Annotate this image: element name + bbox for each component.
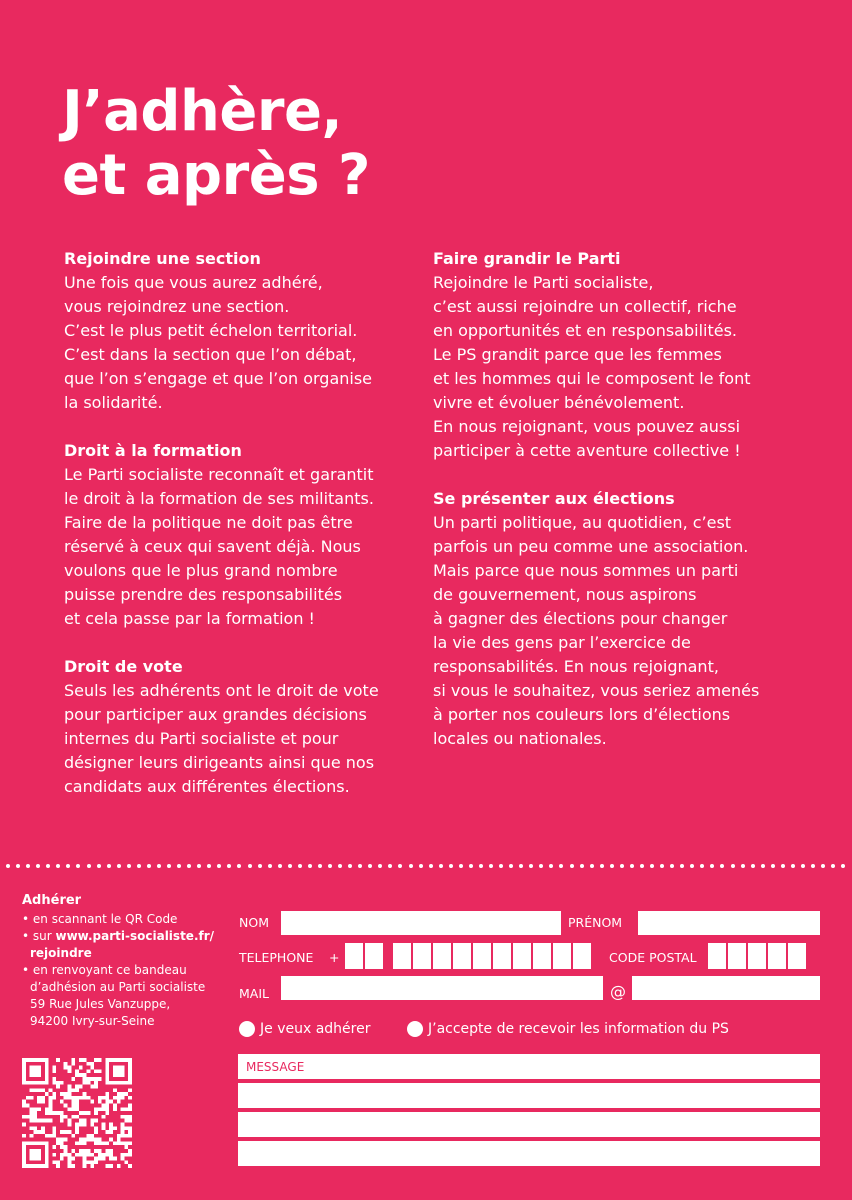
section-text-line: Rejoindre le Parti socialiste, <box>433 273 654 292</box>
qr-code-icon[interactable] <box>22 1058 132 1168</box>
section-text-line: désigner leurs dirigeants ainsi que nos <box>64 753 375 772</box>
separator-dot <box>600 864 604 868</box>
separator-dot <box>781 864 785 868</box>
separator-dot <box>509 864 513 868</box>
section-text-line: responsabilités. En nous rejoignant, <box>433 657 719 676</box>
separator-dot <box>821 864 825 868</box>
section-heading: Rejoindre une section <box>64 249 261 268</box>
separator-dot <box>16 864 20 868</box>
separator-dot <box>841 864 845 868</box>
separator-dot <box>227 864 231 868</box>
separator-dot <box>197 864 201 868</box>
left-column <box>64 247 424 823</box>
separator-dot <box>439 864 443 868</box>
section-text-line: réservé à ceux qui savent déjà. Nous <box>64 537 361 556</box>
separator-dot <box>791 864 795 868</box>
separator-dot <box>469 864 473 868</box>
separator-dot <box>680 864 684 868</box>
separator-dot <box>429 864 433 868</box>
digit-box[interactable] <box>513 943 531 969</box>
section-text-line: vous rejoindrez une section. <box>64 297 290 316</box>
section-text-line: participer à cette aventure collective ! <box>433 441 741 460</box>
digit-box[interactable] <box>393 943 411 969</box>
section-grandir <box>433 247 813 463</box>
separator-dot <box>388 864 392 868</box>
separator-dot <box>268 864 272 868</box>
section-text-line: C’est dans la section que l’on débat, <box>64 345 357 364</box>
dotted-separator <box>6 862 846 870</box>
separator-dot <box>66 864 70 868</box>
separator-dot <box>358 864 362 868</box>
digit-box[interactable] <box>553 943 571 969</box>
separator-dot <box>761 864 765 868</box>
separator-dot <box>76 864 80 868</box>
separator-dot <box>459 864 463 868</box>
section-text-line: En nous rejoignant, vous pouvez aussi <box>433 417 741 436</box>
separator-dot <box>499 864 503 868</box>
section-text-line: Une fois que vous aurez adhéré, <box>64 273 323 292</box>
digit-box[interactable] <box>473 943 491 969</box>
digit-box[interactable] <box>728 943 746 969</box>
info-radio[interactable] <box>407 1021 423 1037</box>
separator-dot <box>690 864 694 868</box>
section-text-line: le droit à la formation de ses militants. <box>64 489 374 508</box>
page-title <box>62 80 370 208</box>
separator-dot <box>217 864 221 868</box>
separator-dot <box>580 864 584 868</box>
join-qr-item: • en scannant le QR Code <box>22 912 178 926</box>
section-text-line: Le PS grandit parce que les femmes <box>433 345 722 364</box>
separator-dot <box>630 864 634 868</box>
separator-dot <box>348 864 352 868</box>
section-heading: Droit à la formation <box>64 441 242 460</box>
section-text-line: la vie des gens par l’exercice de <box>433 633 691 652</box>
section-text-line: vivre et évoluer bénévolement. <box>433 393 685 412</box>
separator-dot <box>378 864 382 868</box>
join-address-2: 94200 Ivry-sur-Seine <box>30 1014 155 1028</box>
separator-dot <box>36 864 40 868</box>
separator-dot <box>167 864 171 868</box>
section-text-line: que l’on s’engage et que l’on organise <box>64 369 373 388</box>
join-web-link-2[interactable]: rejoindre <box>30 946 92 960</box>
title-line-1: J’adhère, <box>62 79 343 144</box>
separator-dot <box>449 864 453 868</box>
separator-dot <box>751 864 755 868</box>
section-text-line: en opportunités et en responsabilités. <box>433 321 738 340</box>
separator-dot <box>539 864 543 868</box>
separator-dot <box>549 864 553 868</box>
join-info <box>22 892 232 1030</box>
adherer-radio-label: Je veux adhérer <box>260 1021 371 1037</box>
separator-dot <box>288 864 292 868</box>
mail-field[interactable] <box>281 976 603 1000</box>
separator-dot <box>87 864 91 868</box>
separator-dot <box>610 864 614 868</box>
digit-box[interactable] <box>748 943 766 969</box>
separator-dot <box>278 864 282 868</box>
section-text-line: parfois un peu comme une association. <box>433 537 749 556</box>
separator-dot <box>489 864 493 868</box>
separator-dot <box>670 864 674 868</box>
section-text-line: Faire de la politique ne doit pas être <box>64 513 353 532</box>
digit-box[interactable] <box>768 943 786 969</box>
code-postal-label: CODE POSTAL <box>609 950 697 965</box>
separator-dot <box>46 864 50 868</box>
separator-dot <box>147 864 151 868</box>
section-formation <box>64 439 424 631</box>
section-text-line: et les hommes qui le composent le font <box>433 369 751 388</box>
digit-box[interactable] <box>493 943 511 969</box>
at-sign: @ <box>610 982 626 1001</box>
section-text-line: voulons que le plus grand nombre <box>64 561 338 580</box>
separator-dot <box>117 864 121 868</box>
join-web-item <box>22 928 232 945</box>
telephone-label: TELEPHONE <box>239 950 314 965</box>
section-text-line: C’est le plus petit échelon territorial. <box>64 321 358 340</box>
join-heading: Adhérer <box>22 893 82 908</box>
separator-dot <box>318 864 322 868</box>
section-vote <box>64 655 424 799</box>
separator-dot <box>177 864 181 868</box>
digit-box[interactable] <box>453 943 471 969</box>
section-text-line: si vous le souhaitez, vous seriez amenés <box>433 681 760 700</box>
mail-label: MAIL <box>239 986 269 1001</box>
separator-dot <box>419 864 423 868</box>
message-field-row[interactable] <box>238 1054 820 1079</box>
section-text-line: internes du Parti socialiste et pour <box>64 729 339 748</box>
separator-dot <box>559 864 563 868</box>
message-label: MESSAGE <box>246 1060 305 1074</box>
join-web-prefix: • sur <box>22 929 56 943</box>
separator-dot <box>248 864 252 868</box>
separator-dot <box>801 864 805 868</box>
separator-dot <box>398 864 402 868</box>
join-mail-item: • en renvoyant ce bandeau <box>22 963 187 977</box>
separator-dot <box>338 864 342 868</box>
separator-dot <box>6 864 10 868</box>
separator-dot <box>207 864 211 868</box>
separator-dot <box>660 864 664 868</box>
message-field-row[interactable] <box>238 1083 820 1108</box>
separator-dot <box>157 864 161 868</box>
message-field-row[interactable] <box>238 1141 820 1166</box>
join-web-link[interactable]: www.parti-socialiste.fr/ <box>55 929 215 943</box>
separator-dot <box>107 864 111 868</box>
digit-box[interactable] <box>345 943 363 969</box>
separator-dot <box>741 864 745 868</box>
separator-dot <box>831 864 835 868</box>
separator-dot <box>570 864 574 868</box>
separator-dot <box>479 864 483 868</box>
digit-box[interactable] <box>788 943 806 969</box>
section-text-line: puisse prendre des responsabilités <box>64 585 343 604</box>
section-heading: Faire grandir le Parti <box>433 249 621 268</box>
separator-dot <box>26 864 30 868</box>
section-text-line: Le Parti socialiste reconnaît et garantit <box>64 465 374 484</box>
separator-dot <box>731 864 735 868</box>
prenom-label: PRÉNOM <box>568 915 623 930</box>
telephone-plus: + <box>329 950 340 965</box>
section-text-line: Seuls les adhérents ont le droit de vote <box>64 681 379 700</box>
digit-box[interactable] <box>708 943 726 969</box>
separator-dot <box>56 864 60 868</box>
separator-dot <box>127 864 131 868</box>
nom-field[interactable] <box>281 911 561 935</box>
section-text-line: c’est aussi rejoindre un collectif, riche <box>433 297 737 316</box>
section-text-line: de gouvernement, nous aspirons <box>433 585 697 604</box>
separator-dot <box>308 864 312 868</box>
separator-dot <box>650 864 654 868</box>
section-text-line: à gagner des élections pour changer <box>433 609 728 628</box>
separator-dot <box>328 864 332 868</box>
section-text-line: pour participer aux grandes décisions <box>64 705 367 724</box>
section-heading: Droit de vote <box>64 657 183 676</box>
separator-dot <box>237 864 241 868</box>
separator-dot <box>258 864 262 868</box>
section-text-line: candidats aux différentes élections. <box>64 777 350 796</box>
info-radio-label: J’accepte de recevoir les information du PS <box>428 1021 729 1037</box>
separator-dot <box>187 864 191 868</box>
digit-box[interactable] <box>365 943 383 969</box>
separator-dot <box>720 864 724 868</box>
section-text-line: locales ou nationales. <box>433 729 607 748</box>
separator-dot <box>640 864 644 868</box>
separator-dot <box>519 864 523 868</box>
section-text-line: la solidarité. <box>64 393 163 412</box>
digit-box[interactable] <box>533 943 551 969</box>
mail-domain-field[interactable] <box>632 976 820 1000</box>
nom-label: NOM <box>239 915 269 930</box>
separator-dot <box>529 864 533 868</box>
message-field-row[interactable] <box>238 1112 820 1137</box>
section-rejoindre <box>64 247 424 415</box>
digit-box[interactable] <box>413 943 431 969</box>
adherer-radio[interactable] <box>239 1021 255 1037</box>
digit-box[interactable] <box>573 943 591 969</box>
separator-dot <box>137 864 141 868</box>
separator-dot <box>771 864 775 868</box>
digit-box[interactable] <box>433 943 451 969</box>
separator-dot <box>590 864 594 868</box>
separator-dot <box>620 864 624 868</box>
separator-dot <box>710 864 714 868</box>
section-text-line: Mais parce que nous sommes un parti <box>433 561 739 580</box>
join-mail-item-2: d’adhésion au Parti socialiste <box>30 980 206 994</box>
separator-dot <box>811 864 815 868</box>
separator-dot <box>409 864 413 868</box>
title-line-2: et après ? <box>62 143 371 208</box>
section-text-line: et cela passe par la formation ! <box>64 609 315 628</box>
section-elections <box>433 487 813 751</box>
section-text-line: Un parti politique, au quotidien, c’est <box>433 513 732 532</box>
right-column <box>433 247 813 775</box>
prenom-field[interactable] <box>638 911 820 935</box>
separator-dot <box>97 864 101 868</box>
separator-dot <box>700 864 704 868</box>
section-heading: Se présenter aux élections <box>433 489 675 508</box>
join-address-1: 59 Rue Jules Vanzuppe, <box>30 997 171 1011</box>
separator-dot <box>298 864 302 868</box>
section-text-line: à porter nos couleurs lors d’élections <box>433 705 731 724</box>
separator-dot <box>368 864 372 868</box>
